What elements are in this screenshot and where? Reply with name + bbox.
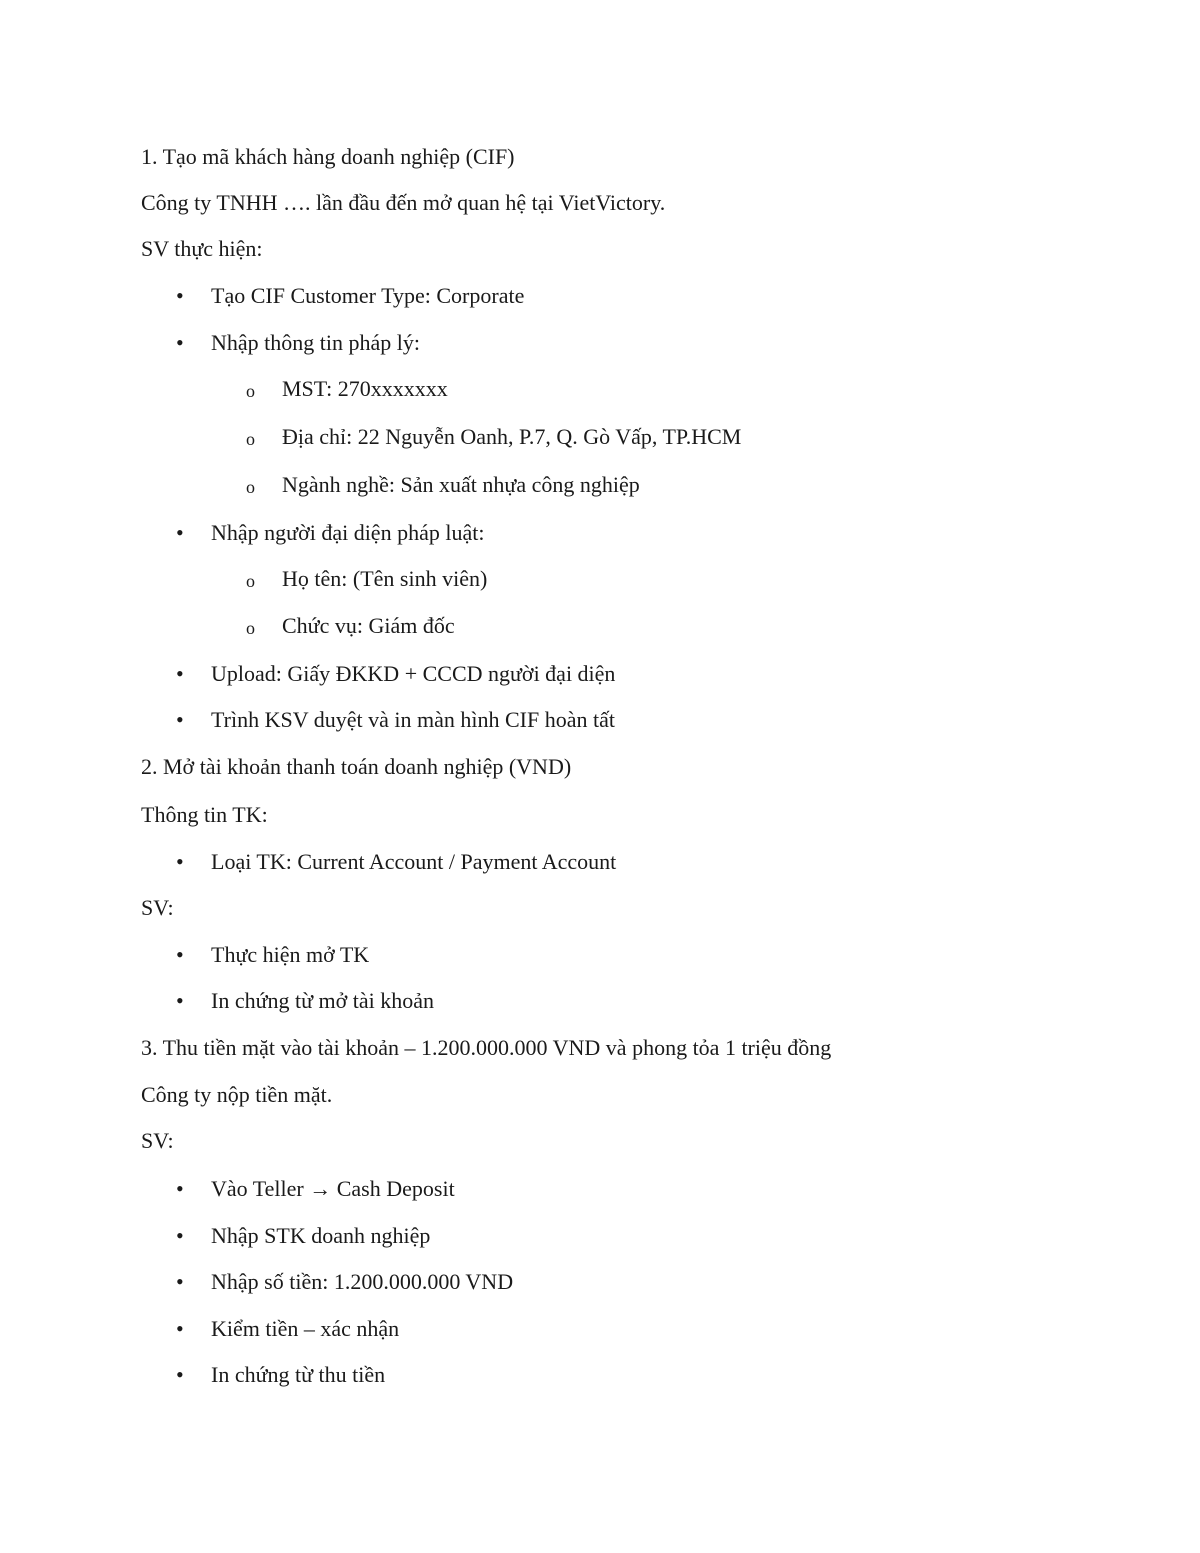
list-item-text: Trình KSV duyệt và in màn hình CIF hoàn tất	[211, 707, 615, 732]
bullet-icon: •	[176, 849, 184, 874]
sub-list-item-text: Ngành nghề: Sản xuất nhựa công nghiệp	[282, 472, 640, 497]
circle-bullet-icon: o	[246, 381, 255, 401]
bullet-icon: •	[176, 988, 184, 1013]
bullet-icon: •	[176, 520, 184, 545]
bullet-icon: •	[176, 283, 184, 308]
section-2-label: SV:	[141, 895, 174, 920]
bullet-icon: •	[176, 1316, 184, 1341]
section-3-label: SV:	[141, 1128, 174, 1153]
section-3-heading: 3. Thu tiền mặt vào tài khoản – 1.200.000.000 VND và phong tỏa 1 triệu đồng	[141, 1035, 832, 1060]
circle-bullet-icon: o	[246, 429, 255, 449]
bullet-icon: •	[176, 1176, 184, 1201]
list-item-text: Nhập thông tin pháp lý:	[211, 330, 420, 355]
section-2-intro: Thông tin TK:	[141, 802, 268, 827]
section-1-heading: 1. Tạo mã khách hàng doanh nghiệp (CIF)	[141, 144, 515, 169]
sub-list-item-text: Chức vụ: Giám đốc	[282, 613, 455, 638]
list-item-text: In chứng từ mở tài khoản	[211, 988, 435, 1013]
bullet-icon: •	[176, 1223, 184, 1248]
bullet-icon: •	[176, 1362, 184, 1387]
sub-list-item-text: Địa chỉ: 22 Nguyễn Oanh, P.7, Q. Gò Vấp, TP.HCM	[282, 424, 742, 449]
bullet-icon: •	[176, 661, 184, 686]
list-item-text: Nhập số tiền: 1.200.000.000 VND	[211, 1269, 514, 1294]
section-2-heading: 2. Mở tài khoản thanh toán doanh nghiệp (VND)	[141, 754, 572, 779]
bullet-icon: •	[176, 942, 184, 967]
sub-list-item-text: MST: 270xxxxxxx	[282, 376, 448, 401]
section-1-intro: Công ty TNHH …. lần đầu đến mở quan hệ tại VietVictory.	[141, 190, 666, 215]
list-item-text: Nhập STK doanh nghiệp	[211, 1223, 431, 1248]
bullet-icon: •	[176, 1269, 184, 1294]
section-3-intro: Công ty nộp tiền mặt.	[141, 1082, 333, 1107]
list-item-text: Thực hiện mở TK	[211, 942, 370, 967]
list-item-text: Kiểm tiền – xác nhận	[211, 1316, 400, 1341]
bullet-icon: •	[176, 707, 184, 732]
circle-bullet-icon: o	[246, 477, 255, 497]
list-item-text: Loại TK: Current Account / Payment Account	[211, 849, 617, 874]
list-item-text: Upload: Giấy ĐKKD + CCCD người đại diện	[211, 661, 616, 686]
list-item-text: Nhập người đại diện pháp luật:	[211, 520, 485, 545]
list-item-text: Tạo CIF Customer Type: Corporate	[211, 283, 525, 308]
sub-list-item-text: Họ tên: (Tên sinh viên)	[282, 566, 488, 591]
bullet-icon: •	[176, 330, 184, 355]
list-item-text: Vào Teller → Cash Deposit	[211, 1176, 455, 1201]
circle-bullet-icon: o	[246, 571, 255, 591]
circle-bullet-icon: o	[246, 618, 255, 638]
list-item-text: In chứng từ thu tiền	[211, 1362, 386, 1387]
section-1-label: SV thực hiện:	[141, 236, 263, 261]
